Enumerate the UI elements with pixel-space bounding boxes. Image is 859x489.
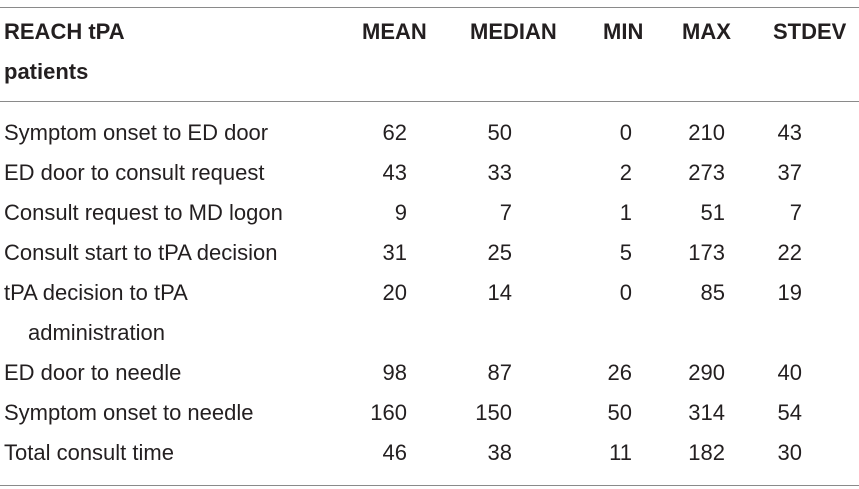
cell-max: 51 <box>700 200 725 225</box>
cell-min: 1 <box>619 200 632 225</box>
header-min: MIN <box>603 19 644 44</box>
cell-median: 150 <box>475 400 512 425</box>
cell-stdev: 30 <box>777 440 802 465</box>
cell-mean: 43 <box>382 160 407 185</box>
cell-median: 33 <box>487 160 512 185</box>
table-top-rule <box>0 7 859 8</box>
cell-stdev: 54 <box>777 400 802 425</box>
cell-max: 290 <box>688 360 725 385</box>
cell-median: 14 <box>487 280 512 305</box>
row-label: Consult start to tPA decision <box>4 240 278 265</box>
cell-min: 26 <box>607 360 632 385</box>
cell-max: 182 <box>688 440 725 465</box>
cell-mean: 160 <box>370 400 407 425</box>
cell-max: 273 <box>688 160 725 185</box>
header-max: MAX <box>682 19 731 44</box>
cell-min: 0 <box>619 120 632 145</box>
cell-max: 173 <box>688 240 725 265</box>
cell-median: 25 <box>487 240 512 265</box>
row-label: Consult request to MD logon <box>4 200 283 225</box>
cell-min: 11 <box>609 440 632 465</box>
row-label: Total consult time <box>4 440 174 465</box>
cell-median: 87 <box>487 360 512 385</box>
row-label: Symptom onset to ED door <box>4 120 269 145</box>
cell-stdev: 40 <box>777 360 802 385</box>
cell-mean: 9 <box>394 200 407 225</box>
row-label: ED door to consult request <box>4 160 265 185</box>
cell-stdev: 19 <box>777 280 802 305</box>
header-median: MEDIAN <box>470 19 557 44</box>
row-label-line2: administration <box>28 320 165 345</box>
row-label <box>4 273 188 353</box>
cell-mean: 62 <box>382 120 407 145</box>
cell-mean: 98 <box>382 360 407 385</box>
header-label-line1: REACH tPA <box>4 19 125 44</box>
cell-mean: 31 <box>382 240 407 265</box>
cell-stdev: 22 <box>777 240 802 265</box>
cell-stdev: 43 <box>777 120 802 145</box>
cell-min: 5 <box>619 240 632 265</box>
table-header-rule <box>0 101 859 102</box>
cell-max: 85 <box>700 280 725 305</box>
header-mean: MEAN <box>362 19 427 44</box>
cell-median: 50 <box>487 120 512 145</box>
cell-mean: 46 <box>382 440 407 465</box>
cell-min: 0 <box>619 280 632 305</box>
cell-max: 210 <box>688 120 725 145</box>
cell-mean: 20 <box>382 280 407 305</box>
row-label: ED door to needle <box>4 360 182 385</box>
header-label-line2: patients <box>4 59 89 84</box>
table-bottom-rule <box>0 485 859 486</box>
cell-min: 50 <box>607 400 632 425</box>
row-label-line1: tPA decision to tPA <box>4 280 188 305</box>
cell-median: 7 <box>499 200 512 225</box>
cell-stdev: 7 <box>789 200 802 225</box>
cell-stdev: 37 <box>777 160 802 185</box>
cell-min: 2 <box>619 160 632 185</box>
cell-max: 314 <box>688 400 725 425</box>
cell-median: 38 <box>487 440 512 465</box>
header-stdev: STDEV <box>773 19 847 44</box>
row-label: Symptom onset to needle <box>4 400 254 425</box>
